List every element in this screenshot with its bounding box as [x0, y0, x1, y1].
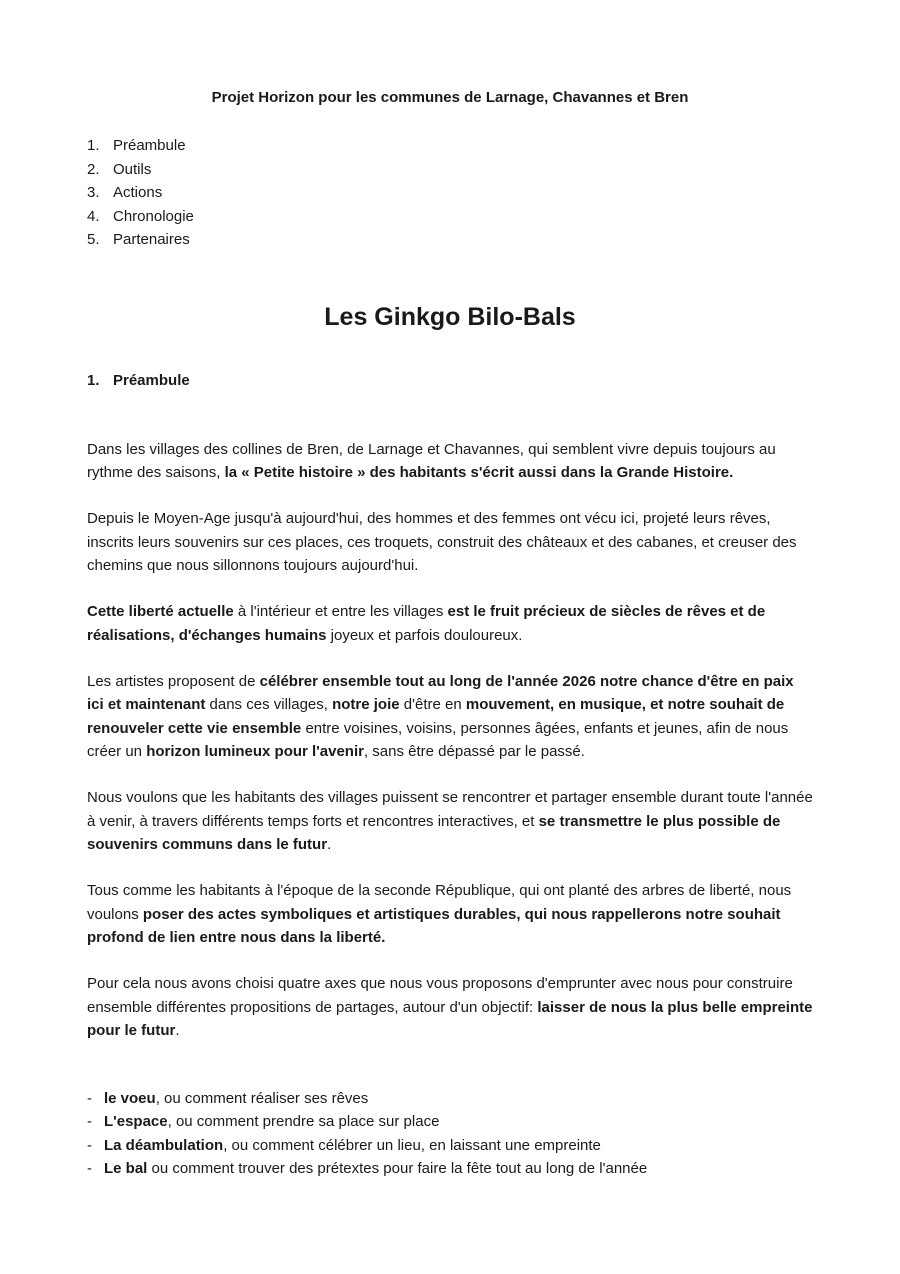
toc-item-number: 3.	[87, 184, 100, 201]
paragraph: Nous voulons que les habitants des villages puissent se rencontrer et partager ensemble durant toute l'année à venir, à travers différents temps forts et rencontres interactives, et se transmettre le plus possible de souvenirs communs dans le futur.	[87, 789, 813, 853]
toc-item-number: 2.	[87, 160, 100, 178]
bullet-dash: -	[87, 1136, 92, 1154]
list-item-text: le voeu, ou comment réaliser ses rêves	[104, 1089, 369, 1107]
list-item-bal	[87, 1157, 813, 1181]
toc-item-label: Outils	[113, 160, 152, 178]
list-item-espace	[87, 1110, 813, 1134]
toc-item-number: 4.	[87, 207, 100, 225]
toc-item-partenaires	[87, 228, 813, 252]
toc-item-number: 1.	[87, 137, 100, 154]
toc-item-label: Chronologie	[113, 207, 194, 225]
paragraph: Depuis le Moyen-Age jusqu'à aujourd'hui, des hommes et des femmes ont vécu ici, projeté leurs rêves, inscrits leurs souvenirs sur ces places, ces troquets, construit des châteaux et des cabanes, et creuser des chemins que nous sillonnons toujours aujourd'hui.	[87, 510, 797, 574]
document-body	[87, 438, 813, 1043]
toc-item-preambule	[87, 134, 813, 158]
toc-item-actions	[87, 181, 813, 205]
bullet-dash: -	[87, 1113, 92, 1130]
document-title: Projet Horizon pour les communes de Larnage, Chavannes et Bren	[211, 89, 689, 106]
main-heading: Les Ginkgo Bilo-Bals	[324, 302, 576, 331]
toc-item-label: Préambule	[113, 137, 186, 154]
toc-item-label: Actions	[113, 184, 163, 201]
list-item-text: La déambulation, ou comment célébrer un lieu, en laissant une empreinte	[104, 1136, 601, 1154]
toc-item-number: 5.	[87, 231, 100, 248]
toc-item-label: Partenaires	[113, 231, 190, 248]
axes-list	[87, 1087, 813, 1181]
paragraph: Cette liberté actuelle à l'intérieur et entre les villages est le fruit précieux de siècles de rêves et de réalisations, d'échanges humains joyeux et parfois douloureux.	[87, 603, 766, 644]
bullet-dash: -	[87, 1160, 92, 1177]
list-item-deambulation	[87, 1134, 813, 1158]
list-item-voeu	[87, 1087, 813, 1111]
section-number: 1.	[87, 371, 100, 389]
paragraph: Pour cela nous avons choisi quatre axes que nous vous proposons d'emprunter avec nous pour construire ensemble différentes propositions de partages, autour d'un objectif: laisser de nous la plus belle empreinte pour le futur.	[87, 975, 813, 1039]
toc-item-chronologie	[87, 205, 813, 229]
toc-item-outils	[87, 158, 813, 182]
section-label: Préambule	[113, 371, 190, 389]
paragraph: Tous comme les habitants à l'époque de la seconde République, qui ont planté des arbres de liberté, nous voulons poser des actes symboliques et artistiques durables, qui nous rappellerons notre souhait profond de lien entre nous dans la liberté.	[87, 882, 792, 946]
bullet-dash: -	[87, 1089, 92, 1107]
list-item-text: L'espace, ou comment prendre sa place sur place	[104, 1113, 440, 1130]
paragraph: Dans les villages des collines de Bren, de Larnage et Chavannes, qui semblent vivre depuis toujours au rythme des saisons, la « Petite histoire » des habitants s'écrit aussi dans la Grande Histoire.	[87, 440, 776, 481]
section-heading-preambule	[87, 370, 813, 392]
paragraph: Les artistes proposent de célébrer ensemble tout au long de l'année 2026 notre chance d'être en paix ici et maintenant dans ces villages, notre joie d'être en mouvement, en musique, et notre souhait de renouveler cette vie ensemble entre voisines, voisins, personnes âgées, enfants et jeunes, afin de nous créer un horizon lumineux pour l'avenir, sans être dépassé par le passé.	[87, 672, 794, 760]
list-item-text: Le bal ou comment trouver des prétextes pour faire la fête tout au long de l'année	[104, 1160, 648, 1177]
table-of-contents	[87, 134, 813, 252]
